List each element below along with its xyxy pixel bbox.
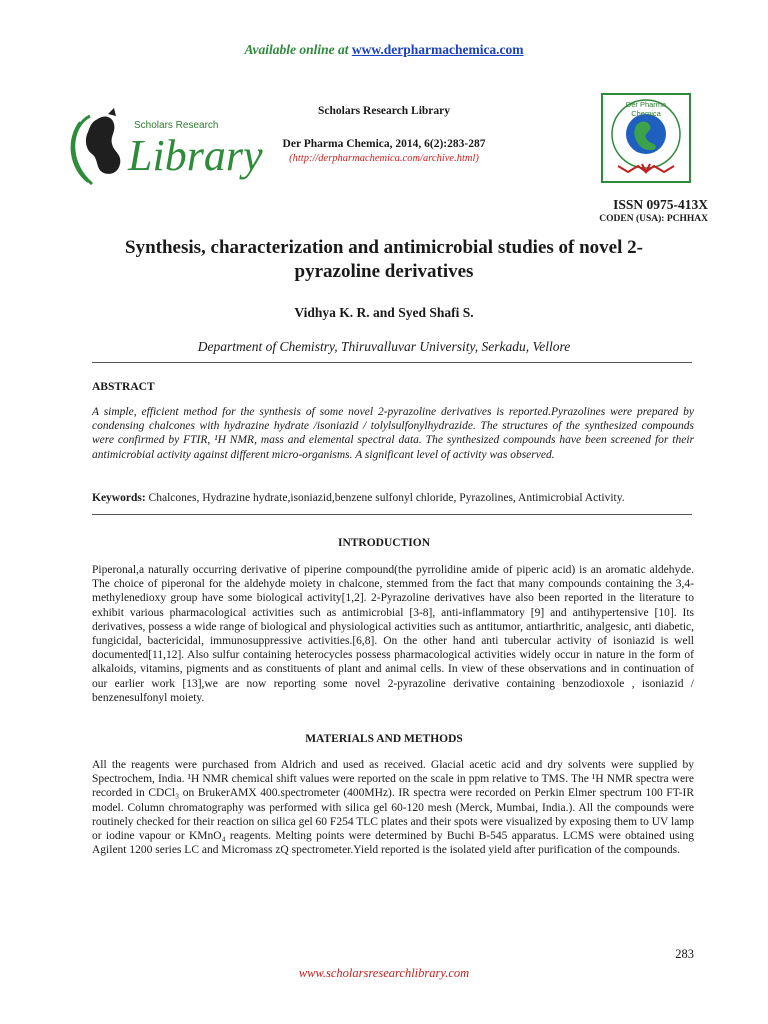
divider [92,514,692,515]
journal-website-link[interactable]: www.derpharmachemica.com [351,42,524,57]
affiliation: Department of Chemistry, Thiruvalluvar University, Serkadu, Vellore [197,339,571,354]
article-title [90,236,678,284]
logo-right-ring-text: Der Pharma Chemica [625,100,667,118]
available-prefix: Available online at [244,42,349,57]
keywords-line [92,492,694,504]
keywords-text: Chalcones, Hydrazine hydrate,isoniazid,benzene sulfonyl chloride, Pyrazolines, Antimicrobial Activity. [148,492,625,504]
footer-url[interactable]: www.scholarsresearchlibrary.com [298,966,470,980]
publisher-name: Scholars Research Library [317,105,451,117]
introduction-heading: INTRODUCTION [337,537,430,549]
scholars-library-logo [62,104,263,196]
logo-left-big-text: Library [128,131,263,180]
divider [92,362,692,363]
keywords-label: Keywords: [92,492,146,504]
methods-body: All the reagents were purchased from Aldrich and used as received. Glacial acetic acid and dry solvents were supplied by Spectrochem, India. ¹H NMR chemical shift values were reported on the scale in ppm relative to TMS. The ¹H NMR spectra were recorded in CDCl₃ on BrukerAMX 400.spectrometer (400MHz). IR spectra were recorded on Perkin Elmer spectrum 100 FT-IR model. Column chromatography was performed with silica gel 60-120 mesh (Merck, Mumbai, India.). All the compounds were routinely checked for their reaction on silica gel 60 F254 TLC plates and their spots were visualized by exposing them to UV lamp or iodine vapour or KMnO₄ reagents. Melting points were determined by Buchi B-545 apparatus. LCMS were obtained using Agilent 1200 series LC and Micromass zQ spectrometer.Yield reported is the isolated yield after purification of the compounds. [92,759,694,857]
abstract-heading: ABSTRACT [92,381,155,393]
coden-code: CODEN (USA): PCHHAX [599,214,708,224]
archive-link[interactable]: (http://derpharmachemica.com/archive.html) [289,153,479,164]
issn-number: ISSN 0975-413X [613,197,708,212]
title-line-2: pyrazoline derivatives [294,261,474,282]
availability-line [0,42,768,58]
abstract-body: A simple, efficient method for the synthesis of some novel 2-pyrazoline derivatives is reported.Pyrazolines were prepared by condensing chalcones with hydrazine hydrate /isoniazid / tolylsulfonylhydrazide. The structures of the synthesized compounds were confirmed by FTIR, ¹H NMR, mass and elemental spectral data. The synthesized compounds have been screened for their antimicrobial activity against different micro-organisms. A significant level of activity was observed. [92,406,694,461]
page-number: 283 [675,947,694,961]
title-line-1: Synthesis, characterization and antimicrobial studies of novel 2- [125,237,643,258]
methods-heading: MATERIALS AND METHODS [305,733,463,745]
introduction-body: Piperonal,a naturally occurring derivative of piperine compound(the pyrrolidine amide of piperic acid) is an aromatic aldehyde. The choice of piperonal for the aldehyde moiety in chalcone, stemmed from the fact that many compounds containing the 3,4-methylenedioxy group have some biological activity[1,2]. 2-Pyrazoline derivatives have also been reported in the literature to exhibit various pharmacological activities such as antimicrobial [3-8], anti-inflammatory [9] and antihypertensive [10]. Its derivatives, possess a wide range of biological and physiological activities such as antitumor, antiarthritic, analgesic, anti diabetic, fungicidal, bactericidal, immunosuppressive activities.[6,8]. On the other hand anti tubercular activity of isoniazid is well documented[11,12]. Also sulfur containing heterocycles possess pharmacological activities widely occur in nature in the form of alkaloids, vitamins, pigments and as constituents of plant and animal cells. In view of these observations and in continuation of our earlier work [13],we are now reporting some novel 2-pyrazoline derivative containing benzodioxole , isoniazid / benzenesulfonyl moiety. [92,564,694,704]
journal-reference: Der Pharma Chemica, 2014, 6(2):283-287 [282,138,486,150]
logo-left-small-text: Scholars Research [134,120,219,131]
author-list: Vidhya K. R. and Syed Shafi S. [294,305,474,320]
